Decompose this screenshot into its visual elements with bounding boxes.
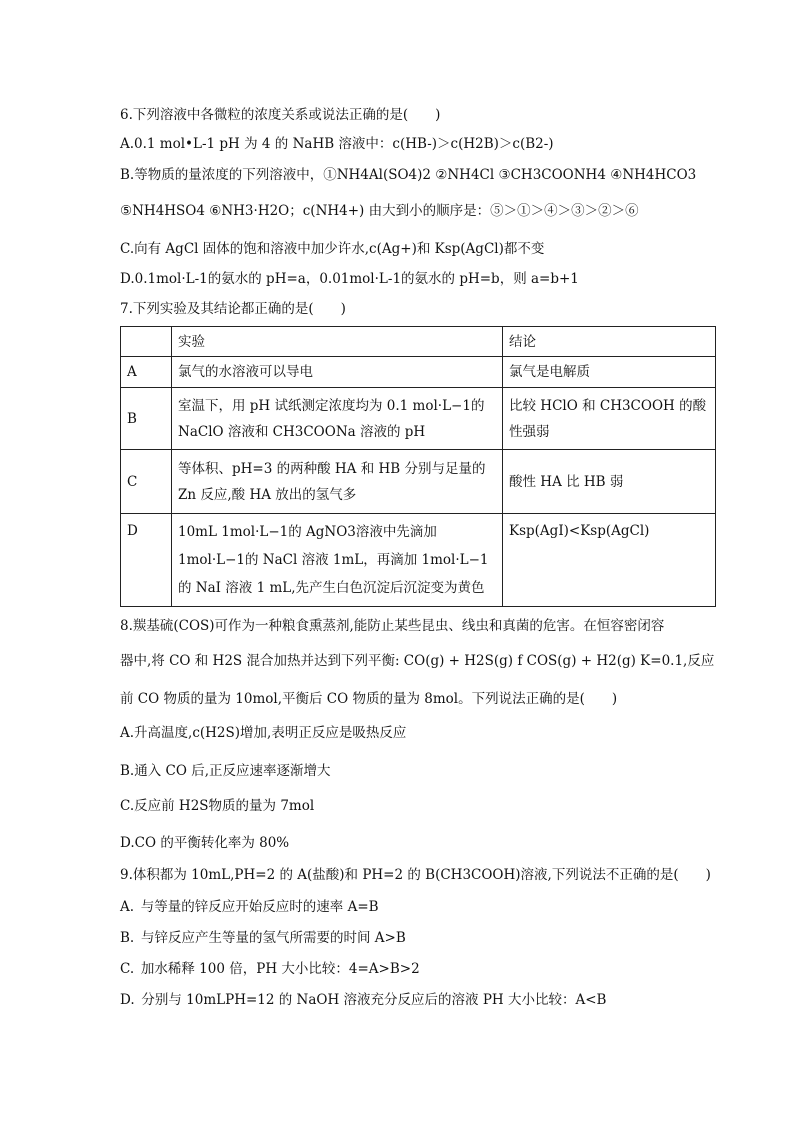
q8-stem-line1: 8.羰基硫(COS)可作为一种粮食熏蒸剂,能防止某些昆虫、线虫和真菌的危害。在恒容密闭容 bbox=[120, 618, 665, 634]
row-experiment: 氯气的水溶液可以导电 bbox=[172, 357, 503, 388]
row-label: D bbox=[121, 514, 172, 607]
q9-option-d: D. 分别与 10mLPH=12 的 NaOH 溶液充分反应后的溶液 PH 大小比较：A<B bbox=[120, 992, 607, 1008]
row-experiment: 室温下，用 pH 试纸测定浓度均为 0.1 mol·L−1的 NaClO 溶液和 CH3COONa 溶液的 pH bbox=[172, 388, 503, 450]
q9-option-c: C. 加水稀释 100 倍，PH 大小比较：4=A>B>2 bbox=[120, 961, 420, 977]
q9-option-b: B. 与锌反应产生等量的氢气所需要的时间 A>B bbox=[120, 930, 406, 946]
row-label: B bbox=[121, 388, 172, 450]
q9-option-a: A. 与等量的锌反应开始反应时的速率 A=B bbox=[120, 899, 379, 915]
table-row bbox=[121, 450, 716, 514]
table-header-conclusion: 结论 bbox=[503, 327, 716, 357]
row-label: A bbox=[121, 357, 172, 388]
row-conclusion: 比较 HClO 和 CH3COOH 的酸性强弱 bbox=[503, 388, 716, 450]
table-header-experiment: 实验 bbox=[172, 327, 503, 357]
q8-option-c: C.反应前 H2S物质的量为 7mol bbox=[120, 798, 315, 814]
row-experiment: 等体积、pH=3 的两种酸 HA 和 HB 分别与足量的 Zn 反应,酸 HA 放出的氢气多 bbox=[172, 450, 503, 514]
q8-stem-line2: 器中,将 CO 和 H2S 混合加热并达到下列平衡: CO(g) + H2S(g) f COS(g) + H2(g) K=0.1,反应 bbox=[120, 653, 715, 669]
row-conclusion: Ksp(AgI)<Ksp(AgCl) bbox=[503, 514, 716, 607]
q8-option-b: B.通入 CO 后,正反应速率逐渐增大 bbox=[120, 763, 331, 779]
row-conclusion: 氯气是电解质 bbox=[503, 357, 716, 388]
q7-stem: 7.下列实验及其结论都正确的是( ) bbox=[120, 301, 346, 317]
q6-option-a: A.0.1 mol•L-1 pH 为 4 的 NaHB 溶液中：c(HB-)＞c(H2B)＞c(B2-) bbox=[120, 136, 554, 152]
q6-option-c: C.向有 AgCl 固体的饱和溶液中加少许水,c(Ag+)和 Ksp(AgCl)都不变 bbox=[120, 241, 545, 257]
q8-stem-line3: 前 CO 物质的量为 10mol,平衡后 CO 物质的量为 8mol。下列说法正确的是( ) bbox=[120, 691, 618, 707]
q6-stem: 6.下列溶液中各微粒的浓度关系或说法正确的是( ) bbox=[120, 107, 441, 123]
table-header-label bbox=[121, 327, 172, 357]
table-row bbox=[121, 357, 716, 388]
q6-option-b-line2: ⑤NH4HSO4 ⑥NH3·H2O；c(NH4+) 由大到小的顺序是：⑤＞①＞④＞③＞②＞⑥ bbox=[120, 203, 639, 219]
q6-option-d: D.0.1mol·L-1的氨水的 pH=a，0.01mol·L-1的氨水的 pH=b，则 a=b+1 bbox=[120, 271, 579, 287]
q6-option-b-line1: B.等物质的量浓度的下列溶液中，①NH4Al(SO4)2 ②NH4Cl ③CH3COONH4 ④NH4HCO3 bbox=[120, 167, 697, 183]
row-experiment: 10mL 1mol·L−1的 AgNO3溶液中先滴加 1mol·L−1的 NaCl 溶液 1mL，再滴加 1mol·L−1的 NaI 溶液 1 mL,先产生白色沉淀后沉淀变为黄色 bbox=[172, 514, 503, 607]
q7-table bbox=[120, 326, 716, 607]
row-label: C bbox=[121, 450, 172, 514]
table-header-row bbox=[121, 327, 716, 357]
table-row bbox=[121, 388, 716, 450]
q8-option-d: D.CO 的平衡转化率为 80% bbox=[120, 835, 290, 851]
row-conclusion: 酸性 HA 比 HB 弱 bbox=[503, 450, 716, 514]
table-row bbox=[121, 514, 716, 607]
q8-option-a: A.升高温度,c(H2S)增加,表明正反应是吸热反应 bbox=[120, 725, 407, 741]
q9-stem: 9.体积都为 10mL,PH=2 的 A(盐酸)和 PH=2 的 B(CH3COOH)溶液,下列说法不正确的是( ) bbox=[120, 867, 711, 883]
